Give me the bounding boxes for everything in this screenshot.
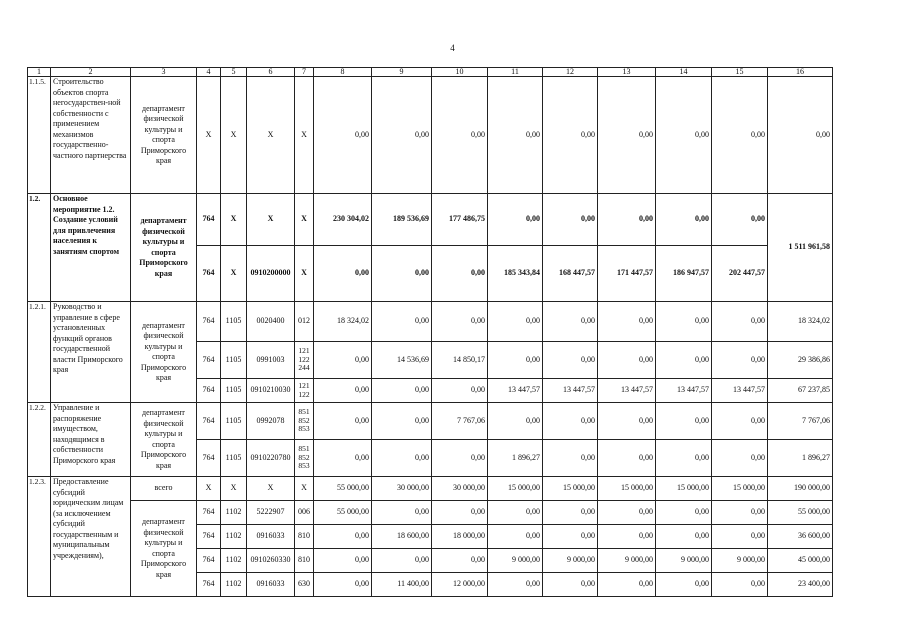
amount-cell: 0,00 <box>432 440 488 477</box>
amount-cell: 0,00 <box>314 549 372 573</box>
amount-cell: 0,00 <box>712 194 768 246</box>
grbs-cell: 764 <box>197 501 221 525</box>
grbs-cell: 764 <box>197 403 221 440</box>
rzpr-cell: X <box>221 246 247 302</box>
amount-cell: 0,00 <box>432 379 488 403</box>
activity-name: Основное мероприятие 1.2. Создание условий для привлечения населения к занятиям спортом <box>51 194 131 302</box>
total-cell: 1 511 961,58 <box>768 194 833 302</box>
total-label: всего <box>131 477 197 501</box>
csr-cell: 0020400 <box>247 302 295 342</box>
amount-cell: 14 536,69 <box>372 342 432 379</box>
row-number: 1.2. <box>28 194 51 302</box>
amount-cell: 9 000,00 <box>712 549 768 573</box>
table-row <box>28 477 833 501</box>
column-number: 4 <box>197 68 221 77</box>
amount-cell: 14 850,17 <box>432 342 488 379</box>
grbs-cell: 764 <box>197 302 221 342</box>
amount-cell: 0,00 <box>488 501 543 525</box>
vr-cell: X <box>295 246 314 302</box>
amount-cell: 0,00 <box>314 379 372 403</box>
rzpr-cell: 1105 <box>221 342 247 379</box>
csr-cell: 0910260330 <box>247 549 295 573</box>
activity-name: Управление и распоряжение имуществом, находящимся в собственности Приморского края <box>51 403 131 477</box>
rzpr-cell: 1105 <box>221 403 247 440</box>
amount-cell: 0,00 <box>372 549 432 573</box>
amount-cell: 202 447,57 <box>712 246 768 302</box>
column-number: 3 <box>131 68 197 77</box>
vr-cell: 121 122 244 <box>295 342 314 379</box>
amount-cell: 0,00 <box>712 342 768 379</box>
amount-cell: 15 000,00 <box>712 477 768 501</box>
column-number: 6 <box>247 68 295 77</box>
total-cell: 23 400,00 <box>768 573 833 597</box>
amount-cell: 0,00 <box>432 77 488 194</box>
column-number: 11 <box>488 68 543 77</box>
amount-cell: 18 324,02 <box>314 302 372 342</box>
budget-table <box>27 67 833 597</box>
column-number-row <box>28 68 833 77</box>
amount-cell: 13 447,57 <box>488 379 543 403</box>
table-row <box>28 194 833 246</box>
responsible-department: департамент физической культуры и спорта Приморского края <box>131 403 197 477</box>
amount-cell: 189 536,69 <box>372 194 432 246</box>
vr-cell: 810 <box>295 525 314 549</box>
activity-name: Строительство объектов спорта негосударствен-ной собственности с применением механизмов государственно-частного партнерства <box>51 77 131 194</box>
amount-cell: 15 000,00 <box>656 477 712 501</box>
vr-cell: 810 <box>295 549 314 573</box>
grbs-cell: 764 <box>197 525 221 549</box>
amount-cell: 0,00 <box>712 302 768 342</box>
vr-cell: 006 <box>295 501 314 525</box>
amount-cell: 0,00 <box>598 501 656 525</box>
amount-cell: 15 000,00 <box>598 477 656 501</box>
table-row <box>28 302 833 342</box>
csr-cell: 5222907 <box>247 501 295 525</box>
column-number: 9 <box>372 68 432 77</box>
total-cell: 29 386,86 <box>768 342 833 379</box>
amount-cell: 0,00 <box>712 440 768 477</box>
amount-cell: 0,00 <box>656 403 712 440</box>
amount-cell: 0,00 <box>543 501 598 525</box>
amount-cell: 168 447,57 <box>543 246 598 302</box>
csr-cell: 0910220780 <box>247 440 295 477</box>
amount-cell: 13 447,57 <box>543 379 598 403</box>
amount-cell: 7 767,06 <box>432 403 488 440</box>
total-cell: 36 600,00 <box>768 525 833 549</box>
grbs-cell: X <box>197 477 221 501</box>
responsible-department: департамент физической культуры и спорта Приморского края <box>131 194 197 302</box>
amount-cell: 0,00 <box>712 501 768 525</box>
amount-cell: 0,00 <box>598 194 656 246</box>
column-number: 7 <box>295 68 314 77</box>
total-cell: 18 324,02 <box>768 302 833 342</box>
amount-cell: 0,00 <box>656 501 712 525</box>
rzpr-cell: 1105 <box>221 302 247 342</box>
amount-cell: 0,00 <box>598 302 656 342</box>
rzpr-cell: X <box>221 194 247 246</box>
amount-cell: 0,00 <box>314 573 372 597</box>
csr-cell: 0910200000 <box>247 246 295 302</box>
csr-cell: X <box>247 77 295 194</box>
amount-cell: 0,00 <box>656 440 712 477</box>
total-cell: 55 000,00 <box>768 501 833 525</box>
amount-cell: 0,00 <box>432 302 488 342</box>
amount-cell: 0,00 <box>598 77 656 194</box>
amount-cell: 30 000,00 <box>432 477 488 501</box>
amount-cell: 9 000,00 <box>656 549 712 573</box>
column-number: 14 <box>656 68 712 77</box>
rzpr-cell: 1102 <box>221 501 247 525</box>
amount-cell: 0,00 <box>432 501 488 525</box>
total-cell: 7 767,06 <box>768 403 833 440</box>
amount-cell: 0,00 <box>543 403 598 440</box>
amount-cell: 0,00 <box>314 525 372 549</box>
amount-cell: 0,00 <box>656 573 712 597</box>
row-number: 1.2.2. <box>28 403 51 477</box>
rzpr-cell: 1102 <box>221 573 247 597</box>
amount-cell: 0,00 <box>543 194 598 246</box>
rzpr-cell: X <box>221 477 247 501</box>
amount-cell: 186 947,57 <box>656 246 712 302</box>
column-number: 16 <box>768 68 833 77</box>
csr-cell: 0991003 <box>247 342 295 379</box>
amount-cell: 0,00 <box>712 525 768 549</box>
amount-cell: 0,00 <box>488 302 543 342</box>
amount-cell: 0,00 <box>314 77 372 194</box>
amount-cell: 15 000,00 <box>543 477 598 501</box>
amount-cell: 0,00 <box>656 302 712 342</box>
rzpr-cell: 1105 <box>221 440 247 477</box>
amount-cell: 0,00 <box>543 302 598 342</box>
amount-cell: 0,00 <box>598 525 656 549</box>
amount-cell: 0,00 <box>543 440 598 477</box>
amount-cell: 0,00 <box>598 403 656 440</box>
amount-cell: 0,00 <box>656 77 712 194</box>
amount-cell: 0,00 <box>656 342 712 379</box>
amount-cell: 0,00 <box>598 342 656 379</box>
amount-cell: 0,00 <box>372 77 432 194</box>
amount-cell: 185 343,84 <box>488 246 543 302</box>
responsible-department: департамент физической культуры и спорта Приморского края <box>131 501 197 597</box>
amount-cell: 177 486,75 <box>432 194 488 246</box>
amount-cell: 0,00 <box>372 379 432 403</box>
column-number: 8 <box>314 68 372 77</box>
amount-cell: 0,00 <box>656 525 712 549</box>
amount-cell: 1 896,27 <box>488 440 543 477</box>
activity-name: Предоставление субсидий юридическим лицам (за исключением субсидий государственным и муниципальным учреждениям), <box>51 477 131 597</box>
responsible-department: департамент физической культуры и спорта Приморского края <box>131 77 197 194</box>
amount-cell: 0,00 <box>372 440 432 477</box>
grbs-cell: 764 <box>197 246 221 302</box>
total-cell: 67 237,85 <box>768 379 833 403</box>
csr-cell: 0916033 <box>247 573 295 597</box>
grbs-cell: 764 <box>197 379 221 403</box>
csr-cell: X <box>247 194 295 246</box>
amount-cell: 0,00 <box>543 342 598 379</box>
amount-cell: 0,00 <box>598 573 656 597</box>
rzpr-cell: 1105 <box>221 379 247 403</box>
grbs-cell: 764 <box>197 440 221 477</box>
rzpr-cell: X <box>221 77 247 194</box>
column-number: 1 <box>28 68 51 77</box>
row-number: 1.2.3. <box>28 477 51 597</box>
amount-cell: 9 000,00 <box>488 549 543 573</box>
amount-cell: 0,00 <box>488 342 543 379</box>
amount-cell: 0,00 <box>314 440 372 477</box>
amount-cell: 15 000,00 <box>488 477 543 501</box>
vr-cell: 630 <box>295 573 314 597</box>
table-row <box>28 77 833 194</box>
row-number: 1.2.1. <box>28 302 51 403</box>
column-number: 10 <box>432 68 488 77</box>
amount-cell: 0,00 <box>543 573 598 597</box>
vr-cell: 012 <box>295 302 314 342</box>
amount-cell: 0,00 <box>488 573 543 597</box>
rzpr-cell: 1102 <box>221 549 247 573</box>
grbs-cell: 764 <box>197 573 221 597</box>
amount-cell: 0,00 <box>314 246 372 302</box>
amount-cell: 55 000,00 <box>314 501 372 525</box>
column-number: 5 <box>221 68 247 77</box>
amount-cell: 0,00 <box>372 403 432 440</box>
amount-cell: 0,00 <box>432 549 488 573</box>
amount-cell: 0,00 <box>543 77 598 194</box>
amount-cell: 0,00 <box>712 403 768 440</box>
csr-cell: 0992078 <box>247 403 295 440</box>
amount-cell: 0,00 <box>598 440 656 477</box>
grbs-cell: 764 <box>197 194 221 246</box>
csr-cell: 0916033 <box>247 525 295 549</box>
amount-cell: 0,00 <box>314 342 372 379</box>
vr-cell: 851 852 853 <box>295 440 314 477</box>
total-cell: 45 000,00 <box>768 549 833 573</box>
amount-cell: 0,00 <box>488 77 543 194</box>
table-row <box>28 403 833 440</box>
vr-cell: X <box>295 194 314 246</box>
rzpr-cell: 1102 <box>221 525 247 549</box>
vr-cell: X <box>295 477 314 501</box>
amount-cell: 0,00 <box>432 246 488 302</box>
amount-cell: 9 000,00 <box>543 549 598 573</box>
page-number: 4 <box>450 43 455 53</box>
amount-cell: 0,00 <box>712 77 768 194</box>
row-number: 1.1.5. <box>28 77 51 194</box>
grbs-cell: 764 <box>197 549 221 573</box>
amount-cell: 12 000,00 <box>432 573 488 597</box>
column-number: 13 <box>598 68 656 77</box>
vr-cell: 851 852 853 <box>295 403 314 440</box>
amount-cell: 55 000,00 <box>314 477 372 501</box>
amount-cell: 13 447,57 <box>656 379 712 403</box>
csr-cell: 0910210030 <box>247 379 295 403</box>
amount-cell: 171 447,57 <box>598 246 656 302</box>
vr-cell: 121 122 <box>295 379 314 403</box>
table-row <box>28 501 833 525</box>
responsible-department: департамент физической культуры и спорта Приморского края <box>131 302 197 403</box>
amount-cell: 230 304,02 <box>314 194 372 246</box>
amount-cell: 18 600,00 <box>372 525 432 549</box>
grbs-cell: 764 <box>197 342 221 379</box>
amount-cell: 0,00 <box>372 501 432 525</box>
amount-cell: 0,00 <box>372 302 432 342</box>
amount-cell: 9 000,00 <box>598 549 656 573</box>
amount-cell: 0,00 <box>656 194 712 246</box>
amount-cell: 18 000,00 <box>432 525 488 549</box>
grbs-cell: X <box>197 77 221 194</box>
csr-cell: X <box>247 477 295 501</box>
total-cell: 0,00 <box>768 77 833 194</box>
activity-name: Руководство и управление в сфере установленных функций органов государственной власти Приморского края <box>51 302 131 403</box>
amount-cell: 0,00 <box>314 403 372 440</box>
amount-cell: 11 400,00 <box>372 573 432 597</box>
column-number: 2 <box>51 68 131 77</box>
amount-cell: 0,00 <box>712 573 768 597</box>
column-number: 12 <box>543 68 598 77</box>
total-cell: 1 896,27 <box>768 440 833 477</box>
amount-cell: 0,00 <box>488 403 543 440</box>
amount-cell: 0,00 <box>488 194 543 246</box>
total-cell: 190 000,00 <box>768 477 833 501</box>
amount-cell: 13 447,57 <box>712 379 768 403</box>
vr-cell: X <box>295 77 314 194</box>
amount-cell: 0,00 <box>543 525 598 549</box>
column-number: 15 <box>712 68 768 77</box>
amount-cell: 30 000,00 <box>372 477 432 501</box>
amount-cell: 13 447,57 <box>598 379 656 403</box>
amount-cell: 0,00 <box>488 525 543 549</box>
amount-cell: 0,00 <box>372 246 432 302</box>
